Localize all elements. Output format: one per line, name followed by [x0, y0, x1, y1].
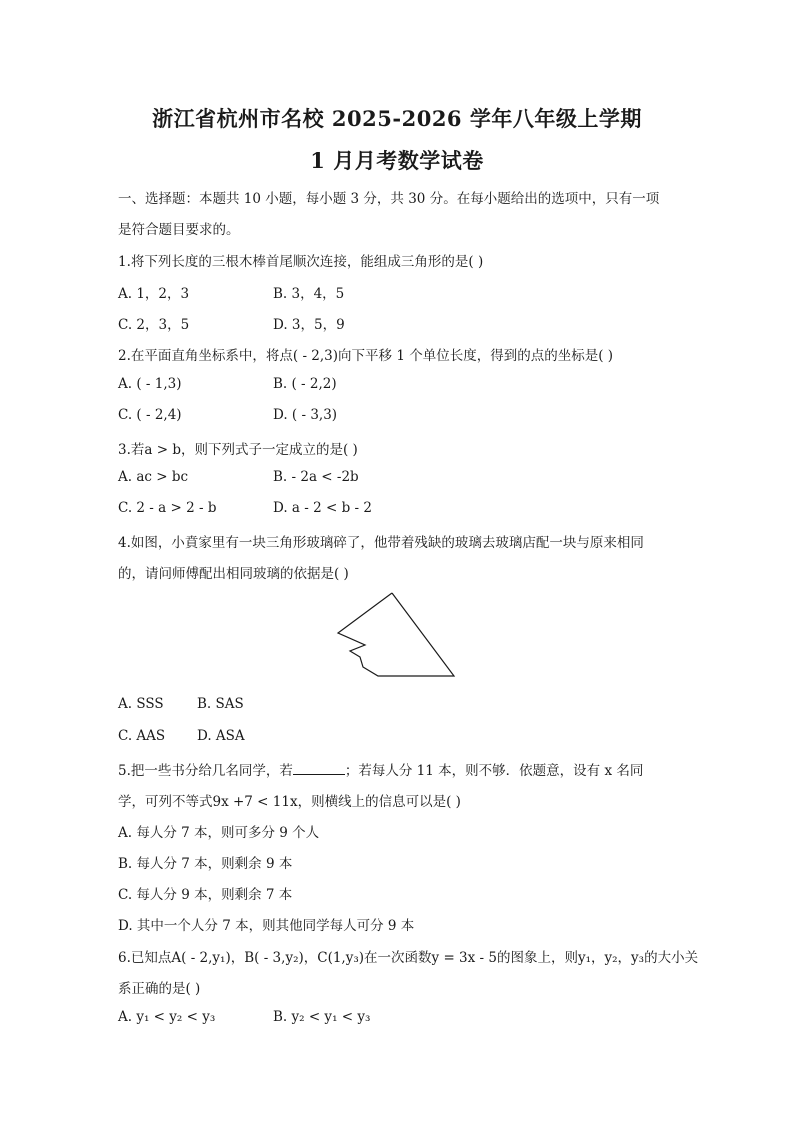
- q5-option-d: D. 其中一个人分 7 本，则其他同学每人可分 9 本: [118, 918, 415, 934]
- q5-fill-blank: [293, 762, 345, 775]
- paper-title-line2: 1 月月考数学试卷: [310, 148, 484, 173]
- q4-option-b: B. SAS: [197, 696, 244, 712]
- q5-stem-line1: [118, 759, 643, 779]
- q6-stem-line1: 6.已知点A( - 2,y₁)，B( - 3,y₂)，C(1,y₃)在一次函数y = 3x - 5的图象上，则y₁，y₂，y₃的大小关: [118, 950, 699, 966]
- q5-stem-part1: 5.把一些书分给几名同学，若: [118, 763, 293, 779]
- q3-stem: 3.若a > b，则下列式子一定成立的是( ): [118, 442, 358, 458]
- q4-option-d: D. ASA: [197, 728, 245, 744]
- q1-stem: 1.将下列长度的三根木棒首尾顺次连接，能组成三角形的是( ): [118, 254, 484, 270]
- q2-option-a: A. ( - 1,3): [118, 376, 182, 392]
- broken-glass-figure: [330, 588, 460, 684]
- q1-option-a: A. 1，2，3: [118, 286, 190, 302]
- q3-option-b: B. - 2a < -2b: [273, 469, 359, 485]
- q6-stem-line2: 系正确的是( ): [118, 981, 201, 997]
- q6-option-a: A. y₁ < y₂ < y₃: [118, 1009, 216, 1025]
- q2-option-d: D. ( - 3,3): [273, 407, 338, 423]
- q4-option-c: C. AAS: [118, 728, 166, 744]
- q3-option-a: A. ac > bc: [118, 469, 189, 485]
- q5-stem-line2: 学，可列不等式9x +7 < 11x，则横线上的信息可以是( ): [118, 794, 461, 810]
- q2-option-b: B. ( - 2,2): [273, 376, 337, 392]
- q4-option-a: A. SSS: [118, 696, 164, 712]
- q2-stem: 2.在平面直角坐标系中，将点( - 2,3)向下平移 1 个单位长度，得到的点的坐标是( ): [118, 348, 614, 364]
- q6-option-b: B. y₂ < y₁ < y₃: [273, 1009, 371, 1025]
- broken-glass-outline: [338, 593, 454, 676]
- paper-title-line1: 浙江省杭州市名校 2025-2026 学年八年级上学期: [152, 106, 642, 131]
- q4-stem-line1: 4.如图，小賁家里有一块三角形玻璃碎了，他带着残缺的玻璃去玻璃店配一块与原来相同: [118, 535, 644, 551]
- section-instructions-line1: 一、选择题：本题共 10 小题，每小题 3 分，共 30 分。在每小题给出的选项中，只有一项: [118, 191, 660, 207]
- q4-stem-line2: 的，请问师傅配出相同玻璃的依据是( ): [118, 566, 349, 582]
- q5-option-c: C. 每人分 9 本，则剩余 7 本: [118, 887, 293, 903]
- q5-option-a: A. 每人分 7 本，则可多分 9 个人: [118, 825, 320, 841]
- q1-option-d: D. 3，5，9: [273, 317, 345, 333]
- q3-option-c: C. 2 - a > 2 - b: [118, 500, 217, 516]
- q2-option-c: C. ( - 2,4): [118, 407, 182, 423]
- q5-option-b: B. 每人分 7 本，则剩余 9 本: [118, 856, 293, 872]
- section-instructions-line2: 是符合题目要求的。: [118, 222, 240, 238]
- q1-option-b: B. 3，4，5: [273, 286, 345, 302]
- q5-stem-part2: ；若每人分 11 本，则不够．依题意，设有 x 名同: [344, 763, 644, 779]
- q3-option-d: D. a - 2 < b - 2: [273, 500, 372, 516]
- q1-option-c: C. 2，3，5: [118, 317, 190, 333]
